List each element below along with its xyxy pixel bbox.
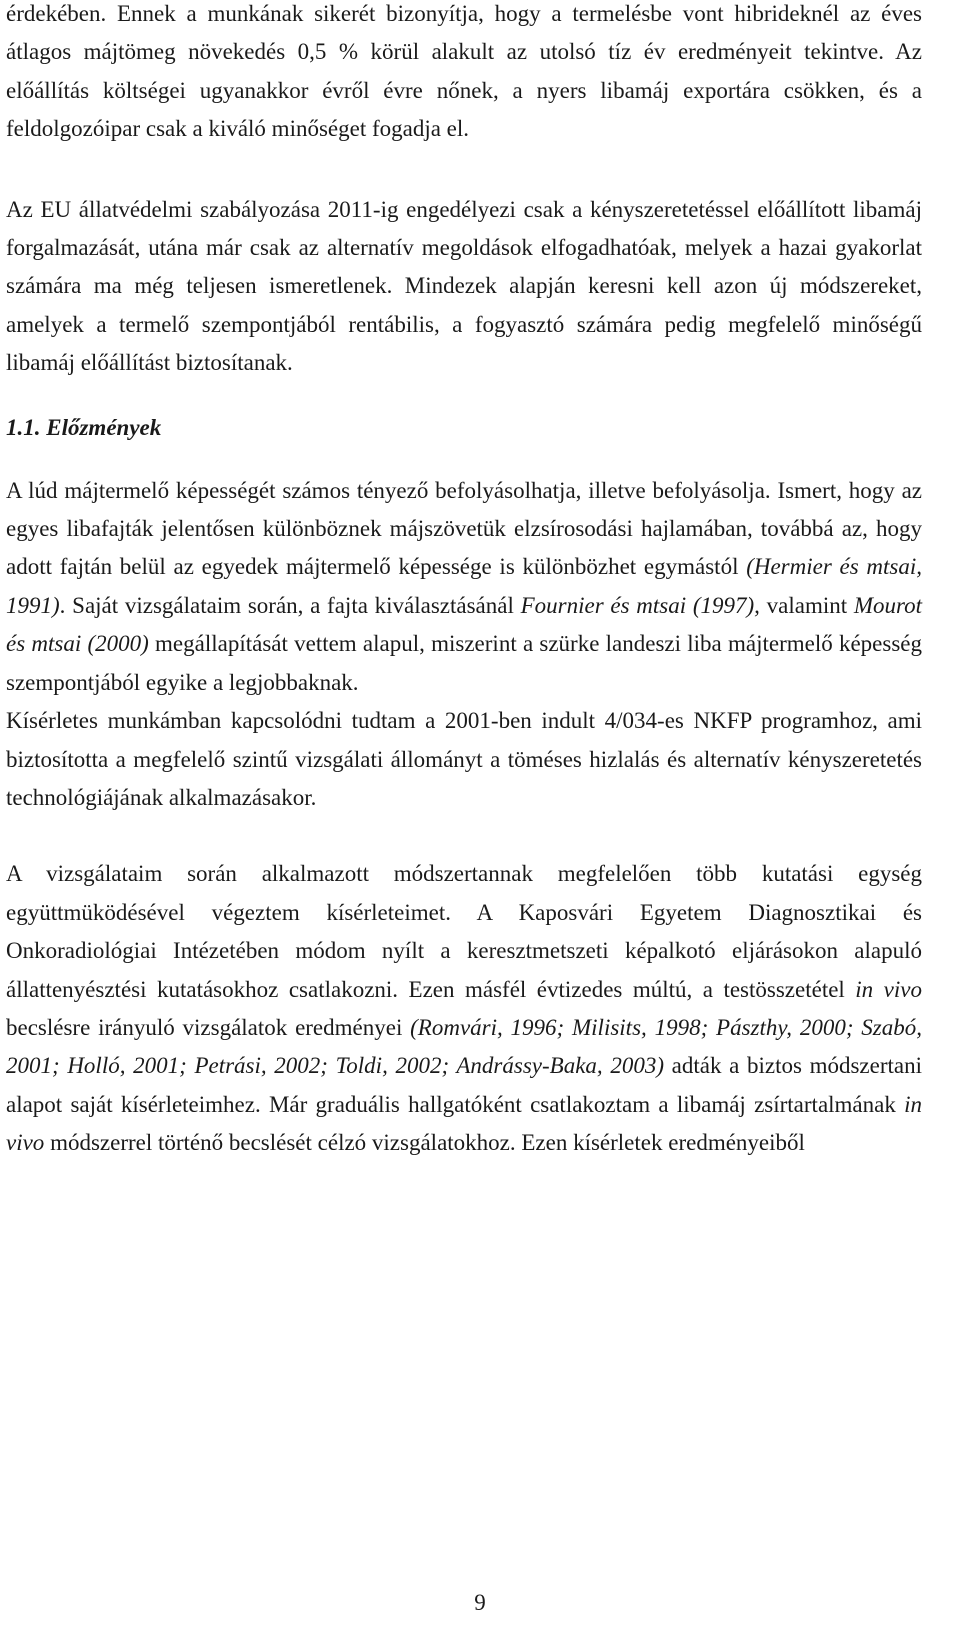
page-number: 9: [474, 1590, 486, 1615]
section-heading: 1.1. Előzmények: [6, 414, 162, 440]
paragraph-research-methods: [6, 855, 922, 1162]
paragraph-liver-production: [6, 472, 922, 702]
text-run: adták a biztos módszertani alapot saját kísérleteimhez. Már graduális hallgatóként csatlakoztam a libamáj zsírtartalmának: [6, 1053, 922, 1117]
document-page: [6, 0, 922, 1163]
text-run: módszerrel történő becslését célzó vizsgálatokhoz. Ezen kísérletek eredményeiből: [44, 1130, 805, 1156]
text-run: A vizsgálataim során alkalmazott módszertannak megfelelően több kutatási egység együttmüködésével végeztem kísérleteimet. A Kaposvári Egyetem Diagnosztikai és Onkoradiológiai Intézetében módom nyílt a keresztmetszeti képalkotó eljárásokon alapuló állattenyésztési kutatásokhoz csatlakozni. Ezen másfél évtizedes múltú, a testösszetétel: [6, 861, 922, 1002]
citation: (Romvári, 1996; Milisits, 1998; Pászthy, 2000; Szabó, 2001; Holló, 2001; Petrási, 2002; Toldi, 2002; Andrássy-Baka, 2003): [6, 1014, 922, 1079]
text-run: A lúd májtermelő képességét számos tényező befolyásolhatja, illetve befolyásolja. Ismert, hogy az egyes libafajták jelentősen különböznek májszövetük elzsírosodási hajlamában, továbbá az, hogy adott fajtán belül az egyedek májtermelő képessége is különbözhet egymástól: [6, 477, 922, 580]
text-run: megállapítását vettem alapul, miszerint a szürke landeszi liba májtermelő képesség szempontjából egyike a legjobbaknak.: [6, 631, 922, 695]
text-run: valamint: [759, 592, 854, 618]
text-run: . Saját vizsgálataim során, a fajta kiválasztásánál: [59, 592, 521, 618]
paragraph-experimental-work: Kísérletes munkámban kapcsolódni tudtam a 2001-ben indult 4/034-es NKFP programhoz, ami biztosította a megfelelő szintű vizsgálati állományt a töméses hizlalás és alternatív kényszeretetés technológiájának alkalmazásakor.: [6, 708, 922, 810]
paragraph-intro: érdekében. Ennek a munkának sikerét bizonyítja, hogy a termelésbe vont hibrideknél az éves átlagos májtömeg növekedés 0,5 % körül alakult az utolsó tíz év eredményeit tekintve. Az előállítás költségei ugyanakkor évről évre nőnek, a nyers libamáj exportára csökken, és a feldolgozóipar csak a kiváló minőséget fogadja el.: [6, 1, 922, 142]
italic-term: in vivo: [855, 976, 922, 1002]
citation: Mourot és mtsai (2000): [6, 592, 922, 657]
text-run: becslésre irányuló vizsgálatok eredményei: [6, 1014, 411, 1040]
citation: Fournier és mtsai (1997),: [520, 592, 760, 618]
italic-term: in vivo: [6, 1091, 922, 1156]
citation: (Hermier és mtsai, 1991): [6, 554, 922, 618]
paragraph-eu-regulation: Az EU állatvédelmi szabályozása 2011-ig engedélyezi csak a kényszeretetéssel előállított libamáj forgalmazását, utána már csak az alternatív megoldások elfogadhatóak, melyek a hazai gyakorlat számára ma még teljesen ismeretlenek. Mindezek alapján keresni kell azon új módszereket, amelyek a termelő szempontjából rentábilis, a fogyasztó számára pedig megfelelő minőségű libamáj előállítást biztosítanak.: [6, 196, 922, 376]
